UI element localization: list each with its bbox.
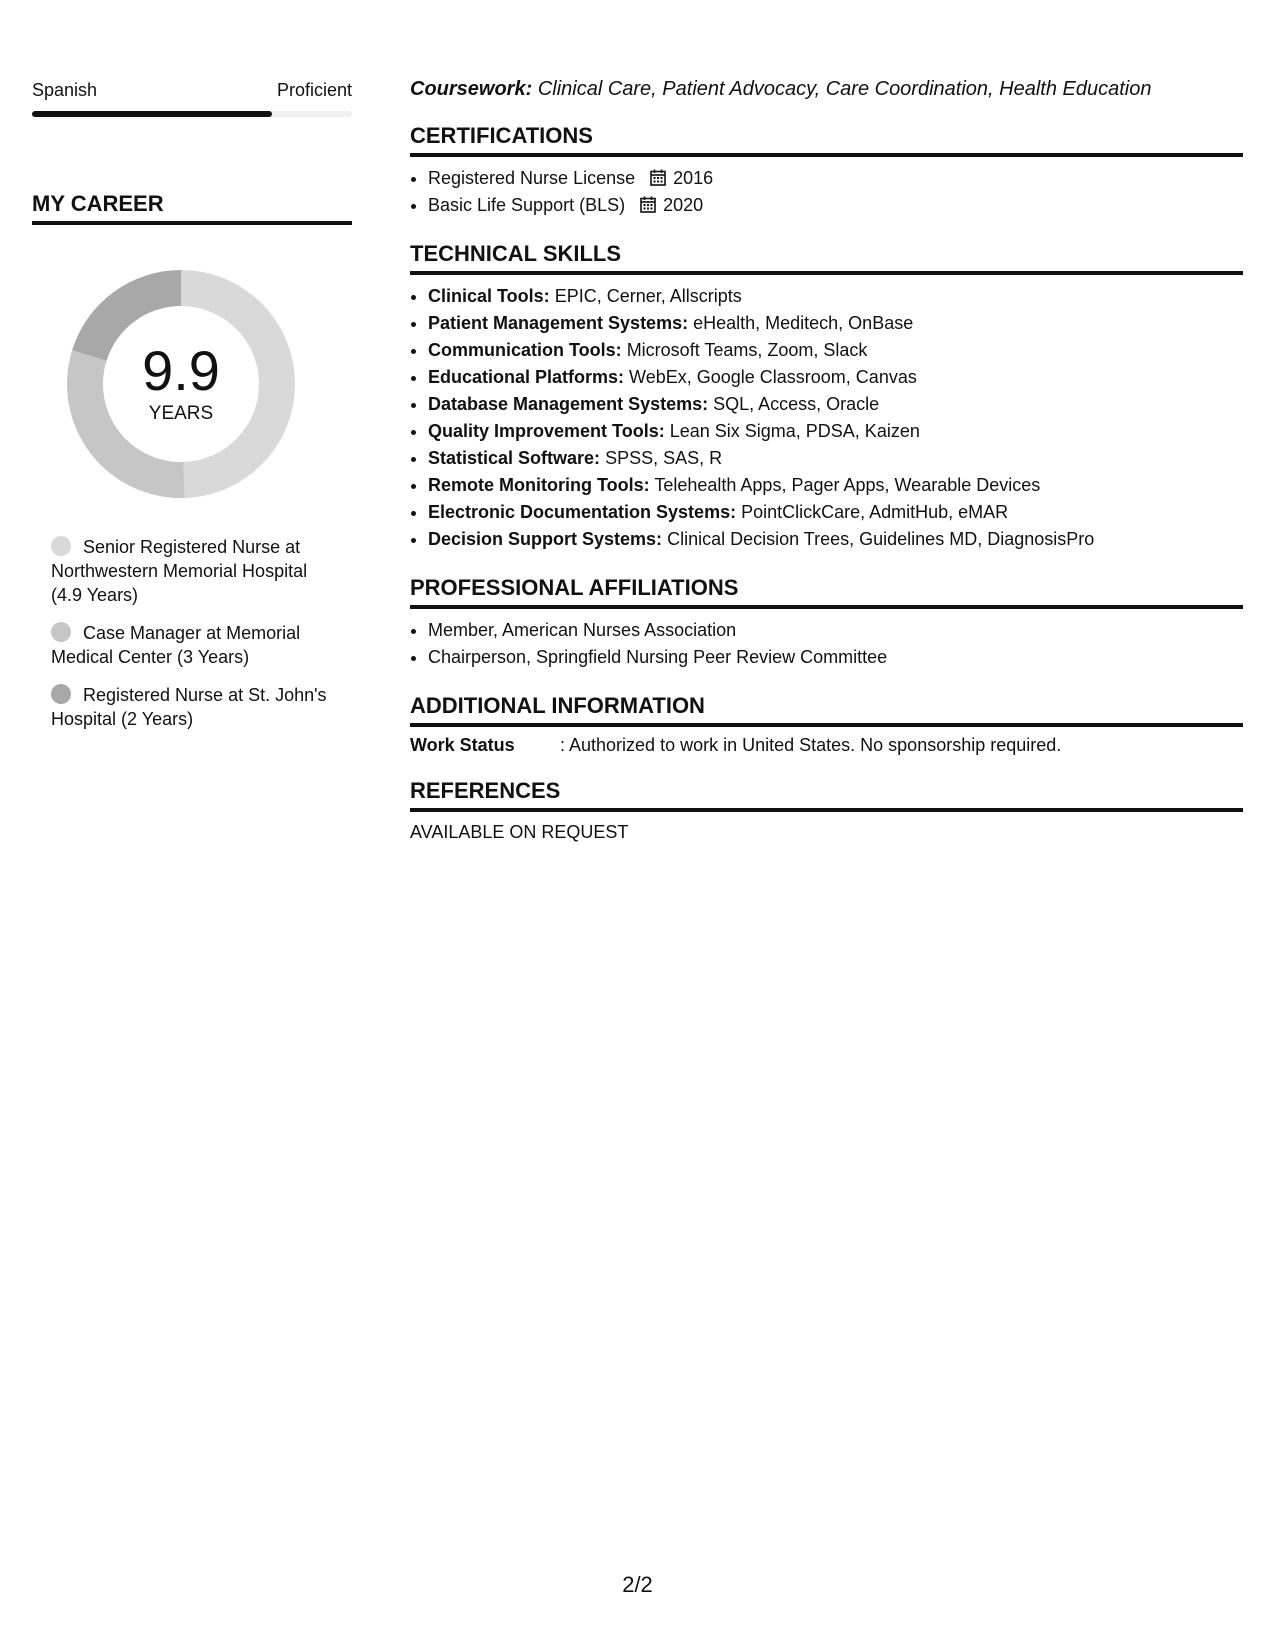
skill-value: SQL, Access, Oracle (713, 394, 880, 414)
references-section (410, 778, 1243, 843)
skill-item (428, 526, 1243, 553)
technical-skills-section (410, 241, 1243, 553)
work-status-label: Work Status (410, 735, 515, 755)
career-legend (51, 535, 341, 731)
work-status-value: : Authorized to work in United States. No sponsorship required. (560, 735, 1062, 755)
language-name: Spanish (32, 80, 98, 100)
certifications-section (410, 123, 1243, 219)
certification-year: 2020 (663, 195, 704, 215)
certification-item (428, 192, 1243, 219)
certification-name: Basic Life Support (BLS) (428, 195, 626, 215)
skill-value: Lean Six Sigma, PDSA, Kaizen (669, 421, 920, 441)
affiliations-list (410, 617, 1243, 671)
technical-skills-list (410, 283, 1243, 553)
skill-label: Educational Platforms: (428, 367, 625, 387)
skill-item (428, 364, 1243, 391)
certifications-title: CERTIFICATIONS (410, 123, 1243, 157)
career-legend-item (51, 621, 341, 669)
language-proficiency-bar (32, 111, 352, 117)
skill-item (428, 283, 1243, 310)
skill-label: Decision Support Systems: (428, 529, 663, 549)
skill-label: Quality Improvement Tools: (428, 421, 665, 441)
legend-dot (51, 622, 71, 642)
career-legend-item (51, 535, 341, 607)
skill-item (428, 499, 1243, 526)
references-title: REFERENCES (410, 778, 1243, 812)
skill-item (428, 472, 1243, 499)
legend-dot (51, 684, 71, 704)
skill-value: PointClickCare, AdmitHub, eMAR (741, 502, 1009, 522)
skill-item (428, 310, 1243, 337)
additional-info-title: ADDITIONAL INFORMATION (410, 693, 1243, 727)
donut-center (66, 269, 296, 499)
skill-item (428, 445, 1243, 472)
affiliation-item: • Member, American Nurses Association (428, 617, 1243, 644)
career-legend-label: Senior Registered Nurse at Northwestern Memorial Hospital (4.9 Years) (51, 537, 308, 605)
affiliations-title: PROFESSIONAL AFFILIATIONS (410, 575, 1243, 609)
language-row (32, 80, 352, 101)
skill-label: Remote Monitoring Tools: (428, 475, 650, 495)
skill-value: SPSS, SAS, R (605, 448, 723, 468)
career-total-value: 9.9 (142, 339, 220, 402)
skill-label: Electronic Documentation Systems: (428, 502, 737, 522)
skill-value: Telehealth Apps, Pager Apps, Wearable Devices (654, 475, 1041, 495)
skill-item (428, 337, 1243, 364)
affiliation-item: • Chairperson, Springfield Nursing Peer Review Committee (428, 644, 1243, 671)
skill-value: WebEx, Google Classroom, Canvas (629, 367, 917, 387)
calendar-icon (640, 196, 656, 213)
certifications-list (410, 165, 1243, 219)
skill-label: Patient Management Systems: (428, 313, 689, 333)
career-legend-label: Case Manager at Memorial Medical Center (3 Years) (51, 623, 301, 667)
page-number: 2/2 (622, 1572, 653, 1597)
career-total-unit: YEARS (148, 403, 214, 424)
work-status-row (410, 735, 1243, 756)
coursework-line (410, 78, 1243, 101)
certification-year: 2016 (673, 168, 714, 188)
calendar-icon (650, 169, 666, 186)
language-proficiency-fill (32, 111, 272, 117)
career-heading: MY CAREER (32, 191, 352, 225)
legend-dot (51, 536, 71, 556)
skill-item (428, 391, 1243, 418)
career-legend-label: Registered Nurse at St. John's Hospital (2 Years) (51, 685, 327, 729)
affiliations-section (410, 575, 1243, 671)
career-donut-chart (66, 269, 296, 499)
left-column (32, 80, 352, 745)
references-text: AVAILABLE ON REQUEST (410, 822, 629, 842)
skill-label: Communication Tools: (428, 340, 622, 360)
certification-item (428, 165, 1243, 192)
skill-value: EPIC, Cerner, Allscripts (554, 286, 742, 306)
skill-item (428, 418, 1243, 445)
technical-skills-title: TECHNICAL SKILLS (410, 241, 1243, 275)
career-legend-item (51, 683, 341, 731)
skill-label: Statistical Software: (428, 448, 601, 468)
coursework-text: Clinical Care, Patient Advocacy, Care Coordination, Health Education (537, 78, 1152, 100)
coursework-label: Coursework: (410, 78, 533, 100)
skill-value: Clinical Decision Trees, Guidelines MD, DiagnosisPro (667, 529, 1095, 549)
language-level: Proficient (276, 80, 352, 100)
skill-label: Database Management Systems: (428, 394, 709, 414)
additional-info-section (410, 693, 1243, 756)
skill-value: eHealth, Meditech, OnBase (693, 313, 914, 333)
certification-name: Registered Nurse License (428, 168, 636, 188)
right-column (410, 78, 1243, 843)
skill-value: Microsoft Teams, Zoom, Slack (626, 340, 868, 360)
skill-label: Clinical Tools: (428, 286, 550, 306)
